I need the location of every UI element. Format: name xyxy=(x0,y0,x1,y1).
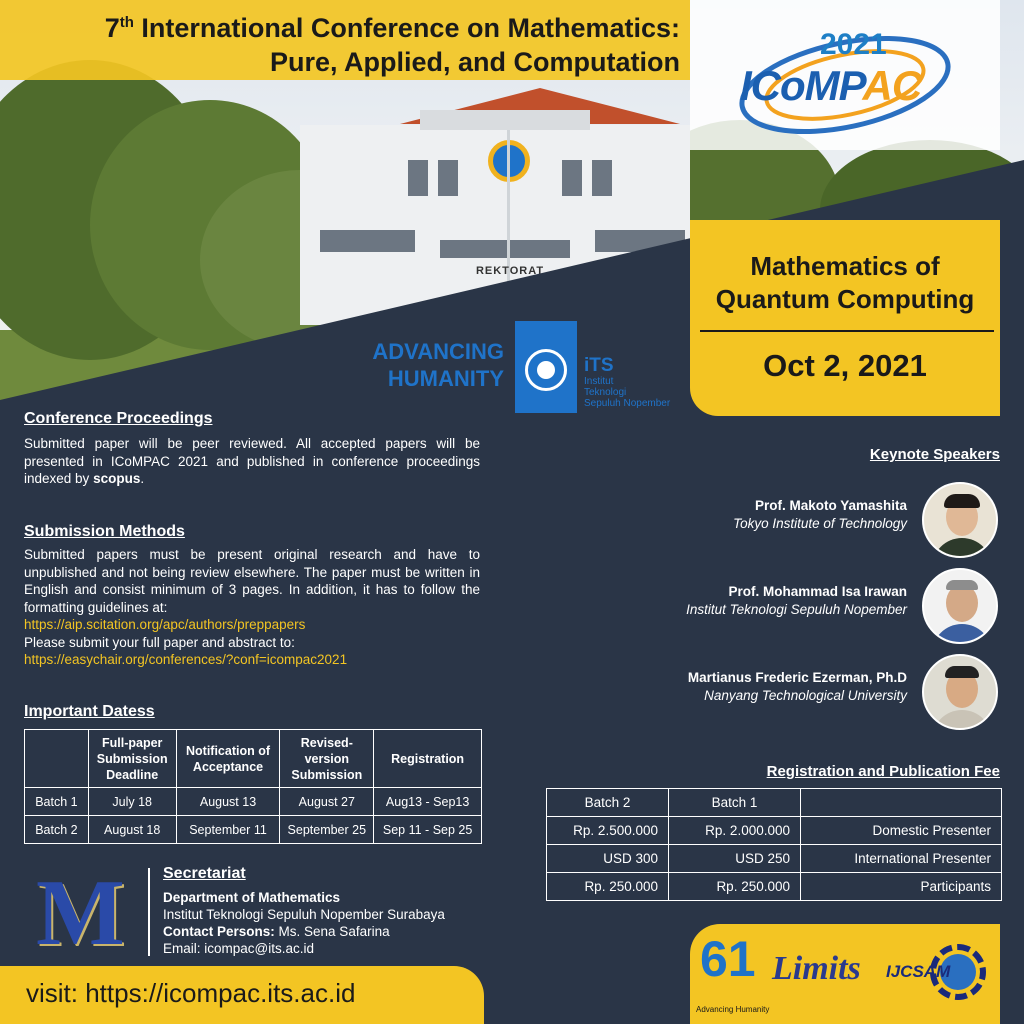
submission-heading: Submission Methods xyxy=(24,523,185,540)
theme-box xyxy=(690,220,1000,416)
fee-table xyxy=(546,788,1002,901)
secretariat-heading: Secretariat xyxy=(163,865,246,882)
speaker-2-avatar xyxy=(922,568,998,644)
keynote-heading: Keynote Speakers xyxy=(869,446,1000,463)
speaker-3-avatar xyxy=(922,654,998,730)
theme-divider xyxy=(700,330,994,332)
speaker-2-name: Prof. Mohammad Isa Irawan xyxy=(728,584,907,599)
speaker-1-avatar xyxy=(922,482,998,558)
guidelines-link[interactable]: https://aip.scitation.org/apc/authors/preppapers xyxy=(24,617,306,632)
limits-logo: Limits xyxy=(772,950,861,987)
its-61-tagline: Advancing Humanity xyxy=(696,1005,770,1014)
speaker-1-institution: Tokyo Institute of Technology xyxy=(733,516,907,531)
its-61-logo: 61 xyxy=(700,931,756,987)
secretariat-email: Email: icompac@its.ac.id xyxy=(163,941,314,956)
table-row: Rp. 2.500.000 Rp. 2.000.000 Domestic Presenter xyxy=(547,817,1002,845)
speaker-3-institution: Nanyang Technological University xyxy=(704,688,907,703)
secretariat-divider xyxy=(148,868,150,956)
secretariat-contact: Contact Persons: Ms. Sena Safarina xyxy=(163,924,390,939)
building-sign: REKTORAT xyxy=(475,265,545,277)
math-dept-logo: M xyxy=(36,861,125,965)
fee-heading: Registration and Publication Fee xyxy=(766,763,1000,780)
its-label: iTS Institut Teknologi Sepuluh Nopember xyxy=(584,355,671,409)
dates-table: Full-paper Submission Deadline Notification of Acceptance Revised-version Submission Registration Batch 1 July 18 August 13 August 27 Aug13 - Sep13 Batch 2 August 18 September 11 September 25 Sep 11 - Sep 25 xyxy=(24,729,482,844)
table-row: USD 300 USD 250 International Presenter xyxy=(547,845,1002,873)
speaker-1-name: Prof. Makoto Yamashita xyxy=(754,498,907,513)
theme-title: Mathematics of Quantum Computing xyxy=(715,251,975,314)
proceedings-text: Submitted paper will be peer reviewed. All accepted papers will be presented in ICoMPAC 2021 and published in conference proceedings indexed by scopus. xyxy=(24,436,480,486)
conference-title: 7th International Conference on Mathematics: Pure, Applied, and Computation xyxy=(104,13,680,77)
submission-text: Submitted papers must be present original research and have to unpublished and not being review elsewhere. The paper must be written in English and consist minimum of 3 pages. In addition, it has to follow the formatting guidelines at: https://aip.scitation.org/apc/authors/preppapers Please submit your full paper and abstract to: https://easychair.org/conferences/?conf=icompac2021 xyxy=(24,547,480,667)
dates-heading: Important Datess xyxy=(24,703,155,720)
table-row: Batch 2 Batch 1 xyxy=(547,789,1002,817)
table-row: Batch 2 August 18 September 11 September 25 Sep 11 - Sep 25 xyxy=(25,816,482,844)
logo-name: ICoMPAC xyxy=(740,62,922,109)
website-link[interactable]: visit: https://icompac.its.ac.id xyxy=(26,978,356,1008)
easychair-link[interactable]: https://easychair.org/conferences/?conf=icompac2021 xyxy=(24,652,348,667)
proceedings-heading: Conference Proceedings xyxy=(24,410,213,427)
speaker-3-name: Martianus Frederic Ezerman, Ph.D xyxy=(687,670,907,685)
secretariat-dept: Department of Mathematics xyxy=(163,890,341,905)
conference-date: Oct 2, 2021 xyxy=(763,348,927,383)
ijcsam-logo: IJCSAM xyxy=(886,962,951,981)
table-row: Rp. 250.000 Rp. 250.000 Participants xyxy=(547,873,1002,901)
secretariat-inst: Institut Teknologi Sepuluh Nopember Surabaya xyxy=(163,907,445,922)
its-logo-icon xyxy=(515,321,577,413)
table-row: Batch 1 July 18 August 13 August 27 Aug13 - Sep13 xyxy=(25,788,482,816)
speaker-2-institution: Institut Teknologi Sepuluh Nopember xyxy=(686,602,907,617)
logo-year: 2021 xyxy=(820,28,887,61)
advancing-humanity-text: ADVANCING HUMANITY xyxy=(372,339,504,391)
